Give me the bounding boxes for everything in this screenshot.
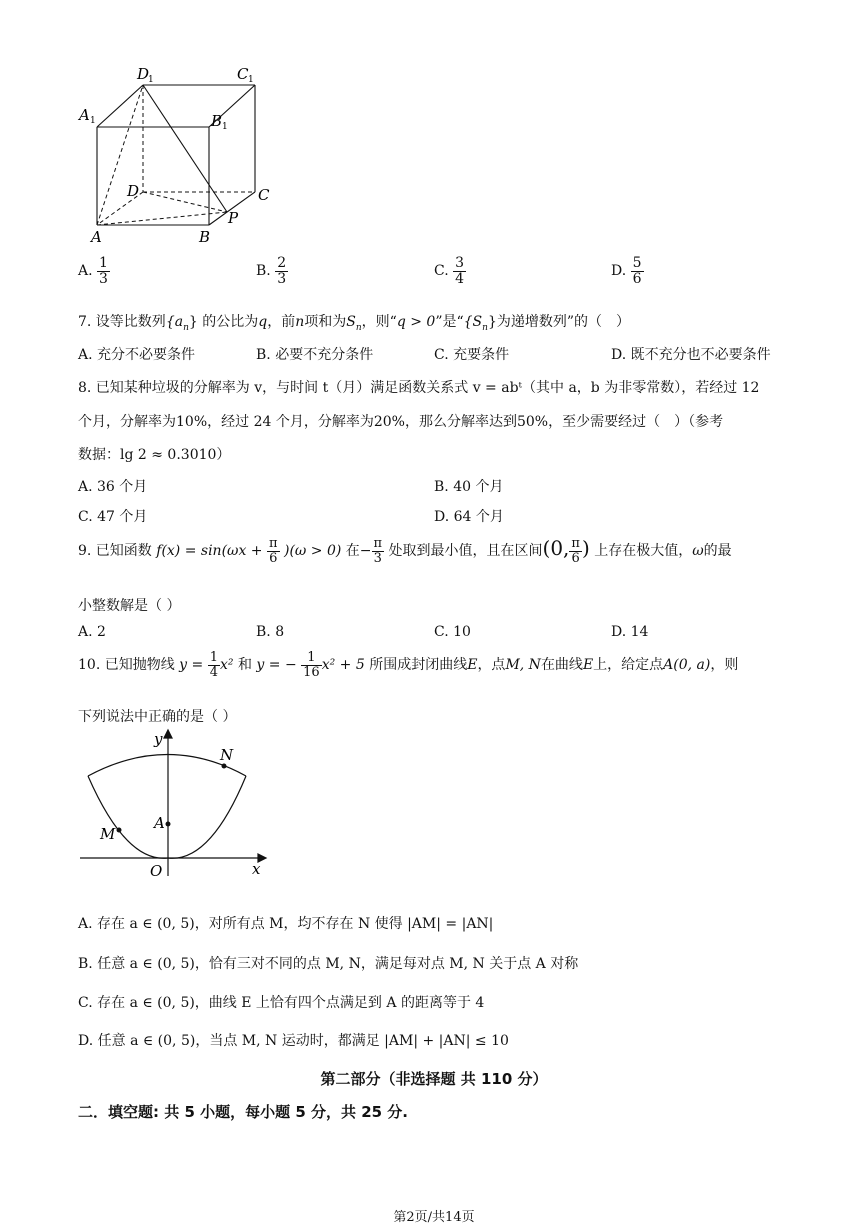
q9-option-a: A. 2 — [78, 624, 106, 640]
q7-option-c: C. 充要条件 — [434, 347, 510, 363]
label-A1: A — [79, 106, 90, 124]
q7-stem: 7. 设等比数列$\{a_n\}$ 的公比为q，前n项和为$S_n$，则“q > 0”是“$\{S_n\}$为递增数列”的（ ） — [78, 314, 631, 333]
q7-option-a: A. 充分不必要条件 — [78, 347, 196, 363]
svg-text:1: 1 — [222, 122, 228, 132]
q10-option-c: C. 存在 a ∈ (0, 5)，曲线 E 上恰有四个点满足到 A 的距离等于 4 — [78, 995, 485, 1011]
label-B1: B — [211, 112, 223, 130]
q10-stem: 10. 已知抛物线 y = $\frac{1}{4}$ x² 和 y = − $\frac{1}{16}$ x² + 5 所围成封闭曲线E，点M, N在曲线E上，给定点A(0, a)，则 — [78, 650, 739, 680]
q9-option-d: D. 14 — [611, 624, 649, 640]
svg-text:M: M — [100, 825, 116, 843]
label-D: D — [127, 182, 140, 200]
q10-option-a: A. 存在 a ∈ (0, 5)，对所有点 M，均不存在 N 使得 |AM| = |AN| — [78, 916, 494, 932]
svg-text:A: A — [154, 814, 165, 832]
section2-title: 二．填空题: 共 5 小题，每小题 5 分，共 25 分. — [78, 1103, 409, 1121]
svg-text:1: 1 — [248, 75, 254, 85]
q8-option-b: B. 40 个月 — [434, 479, 504, 495]
page-footer: 第2页/共14页 — [393, 1210, 475, 1225]
q9-option-b: B. 8 — [256, 624, 285, 640]
point-N — [222, 764, 227, 769]
q8-line2: 个月，分解率为10%，经过 24 个月，分解率为20%，那么分解率达到50%，至少需要经过（ ）（参考 — [78, 414, 724, 430]
q7-option-d: D. 既不充分也不必要条件 — [611, 347, 771, 363]
label-A: A — [91, 228, 102, 246]
q8-option-d: D. 64 个月 — [434, 509, 504, 525]
cube-figure — [75, 60, 285, 250]
q6-option-b: B. $\frac{2}{3}$ — [256, 255, 287, 287]
q7-option-b: B. 必要不充分条件 — [256, 347, 374, 363]
label-B: B — [199, 228, 211, 246]
label-D1: D — [137, 65, 150, 83]
svg-text:O: O — [150, 862, 163, 878]
label-C: C — [258, 186, 270, 204]
point-A — [166, 822, 171, 827]
q10-option-d: D. 任意 a ∈ (0, 5)，当点 M, N 运动时，都满足 |AM| + |AN| ≤ 10 — [78, 1033, 509, 1049]
q9-option-c: C. 10 — [434, 624, 471, 640]
q6-option-a: A. $\frac{1}{3}$ — [78, 255, 108, 287]
q9-stem: 9. 已知函数 f(x) = sin(ωx + $\frac{\pi}{6}$ )(ω > 0) 在− $\frac{\pi}{3}$ 处取到最小值，且在区间(0, $\frac{\pi}{6}$ ) 上存在极大值，ω的最 — [78, 536, 732, 566]
svg-text:1: 1 — [148, 75, 154, 85]
q9-line2: 小整数解是（ ） — [78, 598, 181, 614]
svg-text:x: x — [252, 860, 261, 878]
q8-line1: 8. 已知某种垃圾的分解率为 v，与时间 t（月）满足函数关系式 v = abᵗ（其中 a，b 为非零常数），若经过 12 — [78, 380, 760, 396]
label-C1: C — [237, 65, 249, 83]
q8-option-a: A. 36 个月 — [78, 479, 148, 495]
q8-line3: 数据：lg 2 ≈ 0.3010） — [78, 447, 231, 463]
label-P: P — [228, 209, 239, 227]
q10-option-b: B. 任意 a ∈ (0, 5)，恰有三对不同的点 M, N，满足每对点 M, N 关于点 A 对称 — [78, 956, 579, 972]
svg-text:N: N — [220, 746, 234, 764]
q6-option-d: D. $\frac{5}{6}$ — [611, 255, 642, 287]
q8-option-c: C. 47 个月 — [78, 509, 148, 525]
q10-line2: 下列说法中正确的是（ ） — [78, 709, 237, 725]
part2-title: 第二部分（非选择题 共 110 分） — [320, 1070, 548, 1088]
svg-text:y: y — [154, 730, 163, 748]
parabola-graph — [76, 728, 276, 878]
point-M — [117, 828, 122, 833]
svg-text:1: 1 — [90, 116, 96, 126]
q6-option-c: C. $\frac{3}{4}$ — [434, 255, 465, 287]
